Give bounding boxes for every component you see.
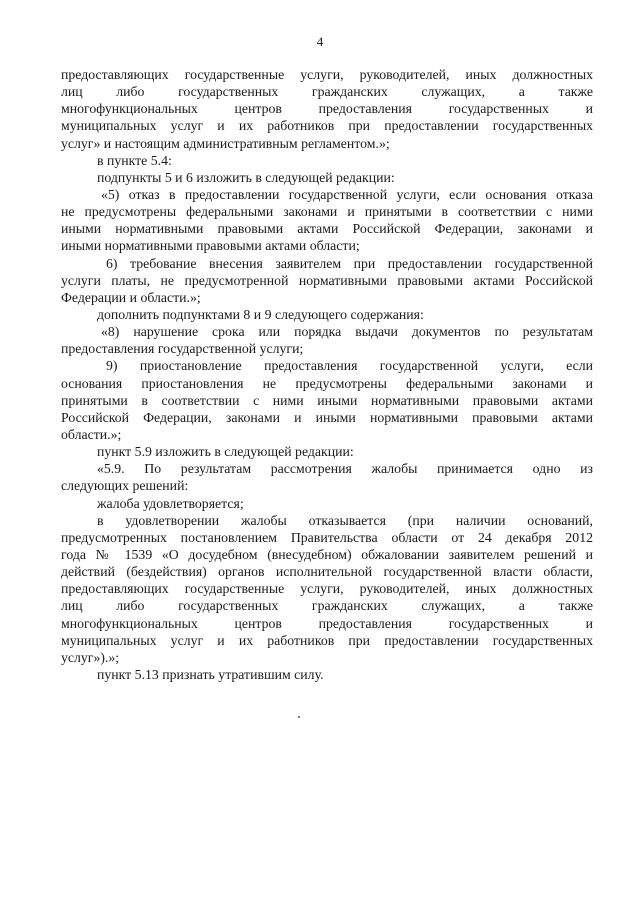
text-line: лиц либо государственных гражданских служащих, а также <box>61 598 593 614</box>
text-line: предоставления государственной услуги; <box>61 341 304 357</box>
text-line: «5) отказ в предоставлении государственной услуги, если основания отказа <box>101 186 593 202</box>
text-line: многофункциональных центров предоставления государственных и <box>61 615 593 631</box>
text-line: предоставляющих государственные услуги, руководителей, иных должностных <box>61 67 593 82</box>
text-line: 6) требование внесения заявителем при предоставлении государственной <box>106 255 593 271</box>
text-line: в удовлетворении жалобы отказывается (при наличии оснований, <box>97 512 593 528</box>
text-line: действий (бездействия) органов исполнительной государственной власти области, <box>61 564 593 580</box>
body-text <box>61 66 593 683</box>
text-line: «8) нарушение срока или порядка выдачи документов по результатам <box>101 324 593 340</box>
text-line: не предусмотрены федеральными законами и принятыми в соответствии с ними <box>61 204 593 220</box>
text-line: лиц либо государственных гражданских служащих, а также <box>61 84 593 100</box>
text-line: услуг»).»; <box>61 649 120 665</box>
text-line: пункт 5.9 изложить в следующей редакции: <box>97 444 354 460</box>
text-line: иными нормативными правовыми актами области; <box>61 238 360 254</box>
text-line: жалоба удовлетворяется; <box>97 495 244 511</box>
text-line: Федерации и области.»; <box>61 289 201 305</box>
text-line: подпункты 5 и 6 изложить в следующей редакции: <box>97 169 395 185</box>
text-line: услуг» и настоящим административным регламентом.»; <box>61 135 390 151</box>
text-line: области.»; <box>61 426 122 442</box>
page-number: 4 <box>316 34 324 49</box>
text-line: муниципальных услуг и их работников при предоставлении государственных <box>61 632 593 648</box>
text-line: предоставляющих государственные услуги, руководителей, иных должностных <box>61 581 593 597</box>
text-line: Российской Федерации, законами и иными нормативными правовыми актами <box>61 409 593 425</box>
scan-speck <box>298 716 300 718</box>
text-line: основания приостановления не предусмотрены федеральными законами и <box>61 375 593 391</box>
text-line: «5.9. По результатам рассмотрения жалобы принимается одно из <box>97 461 593 477</box>
text-line: года № 1539 «О досудебном (внесудебном) обжаловании заявителем решений и <box>61 546 593 562</box>
text-line: дополнить подпунктами 8 и 9 следующего содержания: <box>97 306 424 322</box>
text-line: 9) приостановление предоставления государственной услуги, если <box>106 358 593 374</box>
text-line: услуги платы, не предусмотренной нормативными правовыми актами Российской <box>61 272 593 288</box>
text-line: предусмотренных постановлением Правительства области от 24 декабря 2012 <box>61 529 593 545</box>
text-line: иными нормативными правовыми актами Российской Федерации, законами и <box>61 221 593 237</box>
text-line: следующих решений: <box>61 478 189 494</box>
text-line: в пункте 5.4: <box>97 152 172 168</box>
text-line: многофункциональных центров предоставления государственных и <box>61 101 593 117</box>
text-line: принятыми в соответствии с ними иными нормативными правовыми актами <box>61 392 593 408</box>
text-line: пункт 5.13 признать утратившим силу. <box>97 666 324 682</box>
text-line: муниципальных услуг и их работников при предоставлении государственных <box>61 118 593 134</box>
